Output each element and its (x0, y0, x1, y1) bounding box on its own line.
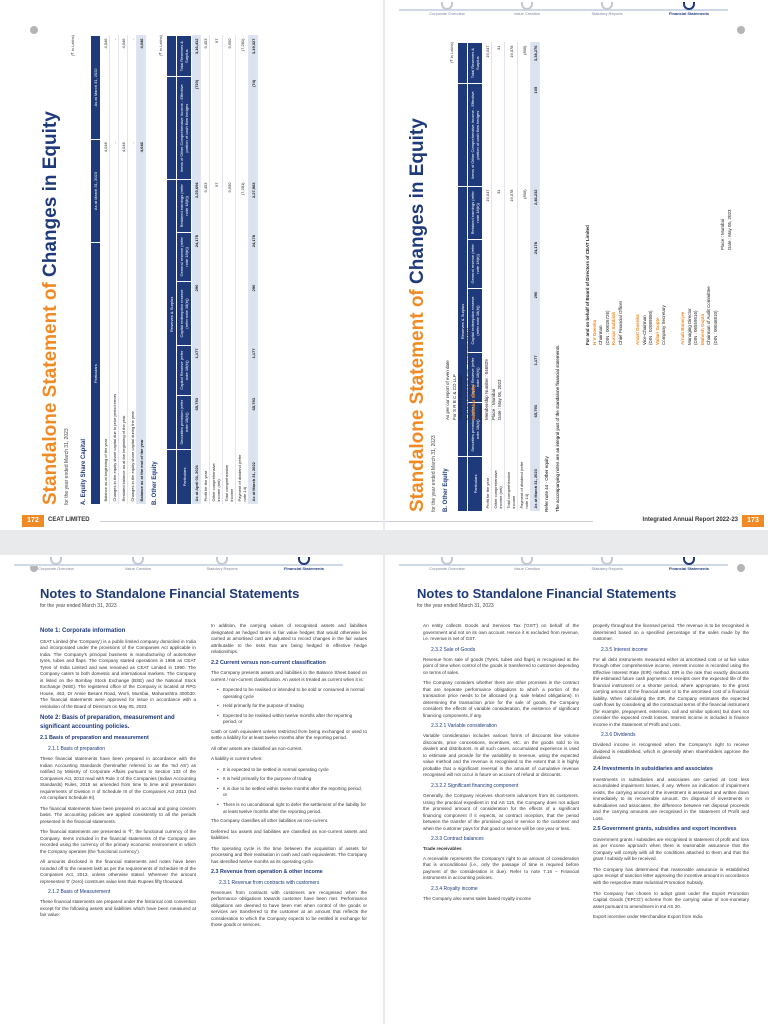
table-cell: 4,046 (119, 139, 128, 243)
paragraph: Generally, the Company receives short-term advances from its customers. Using the practical expedient in Ind AS 115, the Company does not adjust the promised amount of consideration for the effects of a significant financing component if it expects, at contract inception, that the period between the transfer of the promised good or service to the customer and when the customer pays for that good or service will be one year or less. (423, 793, 579, 831)
paragraph: These financial statements have been prepared in accordance with the Indian Accounting Standards (hereinafter referred to as the 'Ind AS') as notified by Ministry of Corporate Affairs pursuant to Section 133 of the Companies Act, 2013 read with Rule 3 of the Companies (Indian Accounting Standards) Rules, 2015 as amended from time to time and presentation requirements of Division II of Schedule III of the Companies Act 2013 (Ind AS compliant Schedule III). (40, 755, 196, 801)
table-cell: As at April 01, 2021 (192, 449, 201, 504)
table-cell: 19,078 (505, 43, 518, 84)
bullet: • It is due to be settled within twelve months after the reporting period, or (217, 786, 367, 799)
table-row (192, 36, 201, 505)
page-notes-left (0, 555, 383, 1024)
heading-2-3-3: 2.3.3 Contract balances (431, 836, 484, 843)
heading-2-3: 2.3 Revenue from operation & other income (211, 869, 323, 876)
paragraph: Revenues from contracts with customers are recognised when the performance obligations towards customer have been met. Performance obligations are deemed to have been met when control of the goods or services are transferred to the customer at an amount that reflects the consideration to which the Company expects to be entitled in exchange for those goods or services. (211, 889, 367, 928)
table-cell (236, 77, 249, 180)
nav-value-creation[interactable]: Value Creation (485, 2, 569, 18)
paragraph: CEAT Limited (the 'Company') is a public limited company domiciled in India and incorporated under the provisions of the Companies Act applicable in India. The Company's principal business is manufacturing of automotive tyres, tubes and flaps. The Company started operations in 1958 as CEAT Tyres of India Limited and was renamed as CEAT Limited in 1990. The Company caters to both domestic and international markets. The Company is listed on the Bombay Stock Exchange (BSE) and the National Stock Exchange (NSE). The registered office of the Company is located at RPG House, 463, Dr Annie Besant Road, Worli, Mumbai, Maharashtra 400030. The financial statements were approved for issue in accordance with a resolution of the Board of Directors on May 05, 2023. (40, 638, 196, 709)
paragraph: Investments in subsidiaries and associates are carried at cost less accumulated impairment losses, if any. Where an indication of impairment exists, the carrying amount of the investment is assessed and written down immediately to its recoverable amount. On disposal of investments in subsidiaries and associates, the difference between net disposal proceeds and the carrying amounts are recognised in the Statement of Profit and Loss. (593, 776, 749, 821)
table-cell: 97 (210, 36, 223, 77)
table-row (249, 36, 258, 505)
notes-column-1 (40, 623, 196, 923)
page-number: 173 (742, 515, 764, 527)
nav-financial-statements[interactable]: Financial Statements (262, 557, 346, 573)
table-cell (483, 84, 492, 187)
table-cell (505, 84, 518, 187)
paragraph: For all debt instruments measured either at amortised cost or at fair value through other comprehensive income, interest income is recorded using the Effective Interest Rate (EIR) method. EIR is the rate that exactly discounts the estimated future cash payments or receipts over the expected life of the financial instrument or a shorter period, where appropriate, to the gross carrying amount of the financial asset or to the amortised cost of a financial liability. When calculating the EIR, the Company estimates the expected cash flows by considering all the contractual terms of the financial instrument (for example, prepayment, extension, call and similar options) but does not consider the expected credit losses. Interest income is included in finance income in the Statement of Profit and Loss. (593, 656, 750, 727)
nav-statutory-reports[interactable]: Statutory Reports (565, 2, 649, 18)
page-dot (737, 26, 745, 34)
table-cell (518, 352, 531, 402)
table-header-cell: General reserve (refer note 18(b)) (468, 239, 483, 289)
table-cell: 19,047 (483, 186, 492, 239)
table-header-cell: As at March 31, 2023 (91, 139, 101, 243)
heading-2-2: 2.2 Current versus non-current classification (211, 659, 326, 666)
table-cell: - (128, 139, 137, 243)
table-cell (210, 77, 223, 180)
page-dot (30, 26, 38, 34)
heading-2-1-2: 2.1.2 Basis of Measurement (48, 889, 111, 896)
soce-title-2: Standalone Statement of Changes in Equity (407, 118, 428, 512)
footer-company: CEAT LIMITED (48, 517, 90, 523)
heading-2-3-5: 2.3.5 Interest income (601, 646, 648, 653)
other-equity-table (166, 35, 258, 505)
paragraph: Deferred tax assets and liabilities are classified as non-current assets and liabilities. (211, 828, 367, 841)
table-cell: 2,25,694 (192, 179, 201, 232)
table-cell: Profit for the year (201, 449, 210, 504)
table-cell: Balance as at the end of the year (137, 243, 146, 505)
heading-2-3-6: 2.3.6 Dividends (601, 732, 636, 739)
table-cell (223, 395, 236, 449)
table-cell: 3,38,276 (531, 43, 540, 84)
table-header-cell: Securities premium (refer note 18(b)) (177, 395, 192, 449)
heading-2-3-4: 2.3.4 Royalty income (431, 885, 478, 892)
table-header-cell: Particulars (468, 456, 483, 511)
board-block-2: Anant Goenka Vice-Chairman (DIN : 02089850) Vallari Gupte Company Secretary (635, 305, 667, 345)
paragraph: The Company presents assets and liabilities in the Balance Sheet based on current / non-current classification. An asset is treated as current when it is: (211, 670, 367, 682)
table-cell (518, 239, 531, 289)
paragraph: The Company also earns sales based royalty income (423, 895, 532, 901)
table-cell: 9,550 (223, 179, 236, 232)
table-cell: 31 (492, 186, 505, 239)
table-header-cell: General reserve (refer note 18(b)) (177, 232, 192, 282)
table-row (137, 36, 146, 505)
notes-column-4 (593, 623, 749, 925)
table-cell: (7,281) (236, 36, 249, 77)
paragraph: Government grants / subsidies are recognised in statement of profit and loss as per income approach when there is reasonable assurance that the Company will comply with all the conditions attached to them and that the grant / subsidy will be received. (593, 836, 749, 862)
table-cell (223, 282, 236, 346)
heading-note-1: Note 1: Corporate information (40, 628, 126, 634)
table-cell (483, 239, 492, 289)
unit-label: (₹ in Lakhs) (70, 35, 75, 57)
bullet: • Expected to be realised within twelve months after the reporting period, or (217, 713, 367, 726)
page-173-soce (385, 0, 768, 530)
notes-column-2 (211, 623, 367, 933)
paragraph: The financial statements are presented in '₹', the functional currency of the Company. Items included in the financial statements of the Company are recorded using the currency of the primary economic environment in which the Company operates (the 'functional currency'). (40, 829, 196, 854)
table-cell: (720) (192, 77, 201, 180)
table-header-cell: Retained earnings (refer note 18(b)) (177, 179, 192, 232)
table-header-cell: As at March 31, 2022 (91, 36, 101, 140)
table-cell: (809) (518, 186, 531, 239)
paragraph: These financial statements are prepared under the historical cost convention except for the following assets and liabilities which have been measured at fair value: (40, 899, 196, 918)
table-row (119, 36, 128, 505)
paragraph: All amounts disclosed in the financial statements and notes have been rounded off to the nearest lakh as per the requirements of Schedule III of the Companies Act, 2013, unless otherwise stated. Wherever the amount represented '0' (zero) construes value less than Rupees fifty thousand. (40, 859, 196, 884)
section-b-heading: B. Other Equity (152, 461, 158, 505)
table-cell: Profit for the year (483, 456, 492, 511)
table-cell: 19,047 (483, 43, 492, 84)
table-cell (518, 84, 531, 187)
section-nav-2 (0, 555, 383, 575)
paragraph: All other assets are classified as non-current. (211, 745, 303, 751)
paragraph: Revenue from sale of goods (Tyres, tubes and flaps) is recognised at the point of time when control of the goods is transferred to customer depending on terms of sales. (423, 656, 579, 675)
paragraph: properly throughout the licensed period. The revenue is to be recognised is determined based on a specified percentage of the sales made by the customer. (593, 623, 749, 642)
paragraph: The Company classifies all other liabilities as non-current. (211, 818, 329, 824)
paragraph: The operating cycle is the time between the acquisition of assets for processing and their realisation in cash and cash equivalents. The Company has identified twelve months as its operating cycle. (211, 845, 367, 864)
table-cell: Total comprehensive income (223, 449, 236, 504)
paragraph: An entity collects Goods and Services Tax ('GST') on behalf of the government and not on its own account. Hence it is excluded from revenue, i.e. revenue is net of GST. (423, 623, 579, 642)
nav-value-creation[interactable]: Value Creation (485, 557, 569, 573)
paragraph: A liability is current when: (211, 756, 263, 762)
bullet: • It is held primarily for the purpose of trading (217, 776, 367, 783)
table-cell (492, 84, 505, 187)
soce-rotated-block-2 (407, 42, 757, 512)
heading-2-1-1: 2.1.1 Basis of preparation (48, 745, 105, 752)
nav-statutory-reports[interactable]: Statutory Reports (565, 557, 649, 573)
section-a-heading: A. Equity Share Capital (81, 438, 87, 505)
table-cell: Payment of dividend (refer note 14) (236, 449, 249, 504)
table-cell (201, 232, 210, 282)
auditor-block: As per our report of even date For S R B C & CO LLP Chartered Accountants ICAI Firm Registration No : 324982E/E300003 Sudhakar Shetty Partner Membership Number : 046829 Place : Mumbai Date : May 05, 2023 (445, 327, 503, 420)
soce-title: Standalone Statement of Changes in Equity (40, 111, 61, 505)
table-cell (518, 289, 531, 353)
table-cell: Changes in the equity share capital during the year (128, 243, 137, 505)
table-cell (210, 395, 223, 449)
table-cell: 9,453 (201, 36, 210, 77)
table-row (505, 43, 518, 512)
table-header-cell: Capital Reserve (refer note 18(b)) (468, 352, 483, 402)
table-cell (236, 395, 249, 449)
heading-2-3-2-2: 2.3.2.2 Significant financing component (431, 782, 519, 789)
table-cell (201, 77, 210, 180)
table-header-cell: Items of Other Comprehensive Income - Effective portion of cash flow hedges (177, 77, 192, 180)
table-cell: 9,550 (223, 36, 236, 77)
soce-rotated-block (40, 35, 383, 505)
table-cell (223, 345, 236, 395)
unit-label-3: (₹ in Lakhs) (449, 42, 454, 64)
page-number: 172 (22, 515, 44, 527)
group-header: Reserves & Surplus (167, 179, 177, 449)
table-cell: 3,16,412 (192, 36, 201, 77)
soce-subtitle: for the year ended March 31, 2023 (64, 428, 70, 505)
table-cell: 24,178 (192, 232, 201, 282)
table-cell: 31 (492, 43, 505, 84)
other-equity-table-cont: Reserves & Surplus Particulars Securities premium (refer note 18(b)) Capital Reserve (refer note 18(b)) Capital redemption reserve (refer note 18(b)) General reserve (refer note 18(b)) Retained earnings (refer note 18(b)) Items of Other Comprehensive Income - Effective portion of cash flow hedges Total Reserves & Surplus Profit for the year 19,047 19,047 Other comprehensive income (net) 31 31 Total comprehensive income 19,078 19,078 Payment of dividend (refer note 14) (809) (809) As at March 31, 2023 65,793 1,177 290 24,178 2,46,232 105 3,38,276 (457, 42, 540, 512)
paragraph: Variable consideration includes various forms of discounts like volume discounts, price concessions, incentives, etc. on the goods sold to its dealers and distributors. In all such cases, accumulated experience is used to estimate and provide for the variability in revenue, using the expected value method and the revenue is recognised to the extent that it is highly probable that a significant reversal in the amount of cumulative revenue recognised will not occur in future on account of refund or discounts. (423, 733, 579, 778)
table-cell: 290 (249, 282, 258, 346)
nav-statutory-reports[interactable]: Statutory Reports (180, 557, 264, 573)
paragraph: Dividend income is recognised when the Company's right to receive dividend is established, which is generally when shareholders approve the dividend. (593, 742, 749, 761)
table-header-cell: Capital redemption reserve (refer note 18(b)) (177, 282, 192, 346)
footer-right (385, 512, 768, 530)
table-cell: 1,177 (531, 352, 540, 402)
footer-left (0, 512, 383, 530)
table-cell: Balance as at beginning of the year (101, 243, 110, 505)
heading-trade-receivables: Trade receivables (423, 846, 462, 852)
nav-corporate-overview[interactable]: Corporate Overview (405, 2, 489, 18)
footer-report: Integrated Annual Report 2022-23 (642, 517, 738, 523)
table-cell: 97 (210, 179, 223, 232)
table-cell: 65,793 (249, 395, 258, 449)
table-cell (505, 239, 518, 289)
table-cell: 4,046 (101, 139, 110, 243)
table-cell: 290 (192, 282, 201, 346)
paragraph: Export incentive under Merchandise Export from India (593, 914, 703, 920)
board-block: For and on behalf of Board of Directors of CEAT Limited H V Goenka Chairman (DIN : 00026726) Kumar Subbiah Chief Financial Officer (585, 225, 623, 345)
board-block-3: Arnab Banerjee Managing Director (DIN : 06559516) Mahesh Gupta Chairman of Audit Committee (DIN : 00046810) (680, 286, 718, 345)
table-row (210, 36, 223, 505)
nav-corporate-overview[interactable]: Corporate Overview (405, 557, 489, 573)
table-cell: As at March 31, 2022 (249, 449, 258, 504)
table-cell: (7,281) (236, 179, 249, 232)
table-cell: 4,046 (137, 139, 146, 243)
section-nav (385, 0, 768, 20)
unit-label-2: (₹ in Lakhs) (158, 35, 163, 57)
soce-subtitle-2: for the year ended March 31, 2023 (431, 435, 437, 512)
table-cell (210, 345, 223, 395)
notes-title: Notes to Standalone Financial Statements (417, 586, 677, 601)
notes-column-3 (423, 623, 579, 906)
table-header-cell: Total Reserves & Surplus (468, 43, 483, 84)
table-cell: Changes in the equity share capital due to prior period errors (110, 243, 119, 505)
table-cell (236, 232, 249, 282)
table-cell (223, 77, 236, 180)
heading-note-2: Note 2: Basis of preparation, measurement and significant accounting policies. (40, 715, 175, 730)
page-notes-right (385, 555, 768, 1024)
table-cell (492, 239, 505, 289)
table-cell (223, 232, 236, 282)
table-cell: 105 (531, 84, 540, 187)
table-header-cell: Retained earnings (refer note 18(b)) (468, 186, 483, 239)
table-cell (210, 282, 223, 346)
table-cell (201, 395, 210, 449)
table-cell: 24,178 (249, 232, 258, 282)
table-row (483, 43, 492, 512)
notes-subtitle: for the year ended March 31, 2023 (417, 603, 494, 609)
table-cell: Payment of dividend (refer note 14) (518, 456, 531, 511)
table-cell: 9,453 (201, 179, 210, 232)
heading-2-3-2: 2.3.2 Sale of Goods (431, 646, 476, 653)
table-row (201, 36, 210, 505)
table-row (236, 36, 249, 505)
table-header-cell: Particulars (177, 449, 192, 504)
paragraph: The Company has chosen to adopt grant under the Export Promotion Capital Goods ('EPCG') scheme from the carrying value of non-monetary asset pursuant to amendment in Ind AS 20. (593, 890, 749, 909)
paragraph: In addition, the carrying values of recognised assets and liabilities designated as hedged items in fair value hedges that would otherwise be carried at amortised cost are adjusted to record changes in the fair values attributable to the risks that are being hedged in effective hedge relationships. (211, 623, 367, 655)
table-header-cell: Items of Other Comprehensive Income - Effective portion of cash flow hedges (468, 84, 483, 187)
table-cell: 3,19,327 (249, 36, 258, 77)
table-cell: - (110, 36, 119, 140)
table-cell: 65,793 (531, 402, 540, 456)
table-row (492, 43, 505, 512)
table-cell: Restated balance as at the beginning of the year (119, 243, 128, 505)
table-cell: Other comprehensive income (net) (492, 456, 505, 511)
notes-integral: The accompanying notes are an integral part of the standalone financial statements. (555, 344, 560, 512)
table-header-cell: Securities premium (refer note 18(b)) (468, 402, 483, 456)
table-cell (505, 402, 518, 456)
table-cell: 4,046 (137, 36, 146, 140)
table-cell (236, 345, 249, 395)
table-cell: 290 (531, 289, 540, 353)
table-row (531, 43, 540, 512)
table-cell: 2,27,963 (249, 179, 258, 232)
bullet: • Held primarily for the purpose of trading (217, 703, 367, 710)
bullet: • It is expected to be settled in normal operating cycle (217, 767, 367, 774)
nav-financial-statements[interactable]: Financial Statements (647, 2, 731, 18)
table-cell: 65,793 (192, 395, 201, 449)
heading-2-1: 2.1 Basis of preparation and measurement (40, 735, 149, 742)
table-cell: 2,46,232 (531, 186, 540, 239)
table-row (128, 36, 137, 505)
table-cell (505, 289, 518, 353)
page-172-soce (0, 0, 383, 530)
paragraph: The Company considers whether there are other promises in the contract that are separate performance obligations to which a portion of the transaction price needs to be allocated (e.g. sale related obligations). In determining the transaction price for the sale of goods, the Company considers the effects of variable consideration, the existence of significant financing components, if any. (423, 680, 579, 718)
table-cell: 1,177 (249, 345, 258, 395)
table-cell (201, 282, 210, 346)
bullet: • Expected to be realised or intended to be sold or consumed in normal operating cycle (217, 687, 367, 700)
table-cell (505, 352, 518, 402)
table-cell (210, 232, 223, 282)
table-cell: 19,078 (505, 186, 518, 239)
table-cell: - (110, 139, 119, 243)
table-header-cell: Capital Reserve (refer note 18(b)) (177, 345, 192, 395)
section-nav-3 (385, 555, 768, 575)
heading-2-3-2-1: 2.3.2.1 Variable consideration (431, 723, 497, 730)
notes-subtitle: for the year ended March 31, 2023 (40, 603, 117, 609)
heading-2-4: 2.4 Investments in subsidiaries and associates (593, 765, 713, 772)
table-row (101, 36, 110, 505)
table-cell: 4,046 (101, 36, 110, 140)
heading-2-5: 2.5 Government grants, subsidies and export incentives (593, 826, 737, 833)
paragraph: The financial statements have been prepared on accrual and going concern basis. The accounting policies are applied consistently to all the periods presented in the financial statements. (40, 805, 196, 824)
share-capital-table (90, 35, 146, 505)
footer-rule (100, 521, 383, 522)
nav-financial-statements[interactable]: Financial Statements (647, 557, 731, 573)
table-cell (201, 345, 210, 395)
section-b-heading-2: B. Other Equity (443, 468, 449, 512)
table-cell: Other comprehensive income (net) (210, 449, 223, 504)
heading-2-3-1: 2.3.1 Revenue from contracts with customers (219, 879, 320, 886)
notes-title: Notes to Standalone Financial Statements (40, 586, 300, 601)
paragraph: A receivable represents the Company's right to an amount of consideration that is unconditional (i.e., only the passage of time is required before payment of the consideration is due). Refer to note 7.16 – Financial instruments in accounting policies. (423, 855, 579, 881)
nav-corporate-overview[interactable]: Corporate Overview (14, 557, 98, 573)
table-cell: (809) (518, 43, 531, 84)
paragraph: The Company has determined that reasonable assurance is established upon receipt of sanction letter approving the incentive amount in accordance with the respective State Industrial Promotion Subsidy. (593, 866, 749, 885)
nav-value-creation[interactable]: Value Creation (96, 557, 180, 573)
bullet: • There is no unconditional right to defer the settlement of the liability for at least twelve months after the reporting period. (217, 802, 367, 815)
table-cell: 24,178 (531, 239, 540, 289)
table-row (518, 43, 531, 512)
table-cell: 4,046 (119, 36, 128, 140)
table-row (110, 36, 119, 505)
footer-rule (385, 521, 593, 522)
paragraph: Cash or cash equivalent unless restricted from being exchanged or used to settle a liability for at least twelve months after the reporting period. (211, 728, 367, 741)
table-cell: - (128, 36, 137, 140)
table-header-cell: Total Reserves & Surplus (177, 36, 192, 77)
table-cell (236, 282, 249, 346)
footnote: Refer note 44 - Other equity (544, 456, 549, 512)
table-header-cell: Capital redemption reserve (refer note 18(b)) (468, 289, 483, 353)
place-date: Place : Mumbai Date : May 05, 2023 (720, 209, 732, 250)
table-cell: Total comprehensive income (505, 456, 518, 511)
table-cell: As at March 31, 2023 (531, 456, 540, 511)
table-cell: (74) (249, 77, 258, 180)
table-row (223, 36, 236, 505)
table-header-cell: Particulars (91, 243, 101, 505)
table-cell: 1,177 (192, 345, 201, 395)
table-cell (518, 402, 531, 456)
